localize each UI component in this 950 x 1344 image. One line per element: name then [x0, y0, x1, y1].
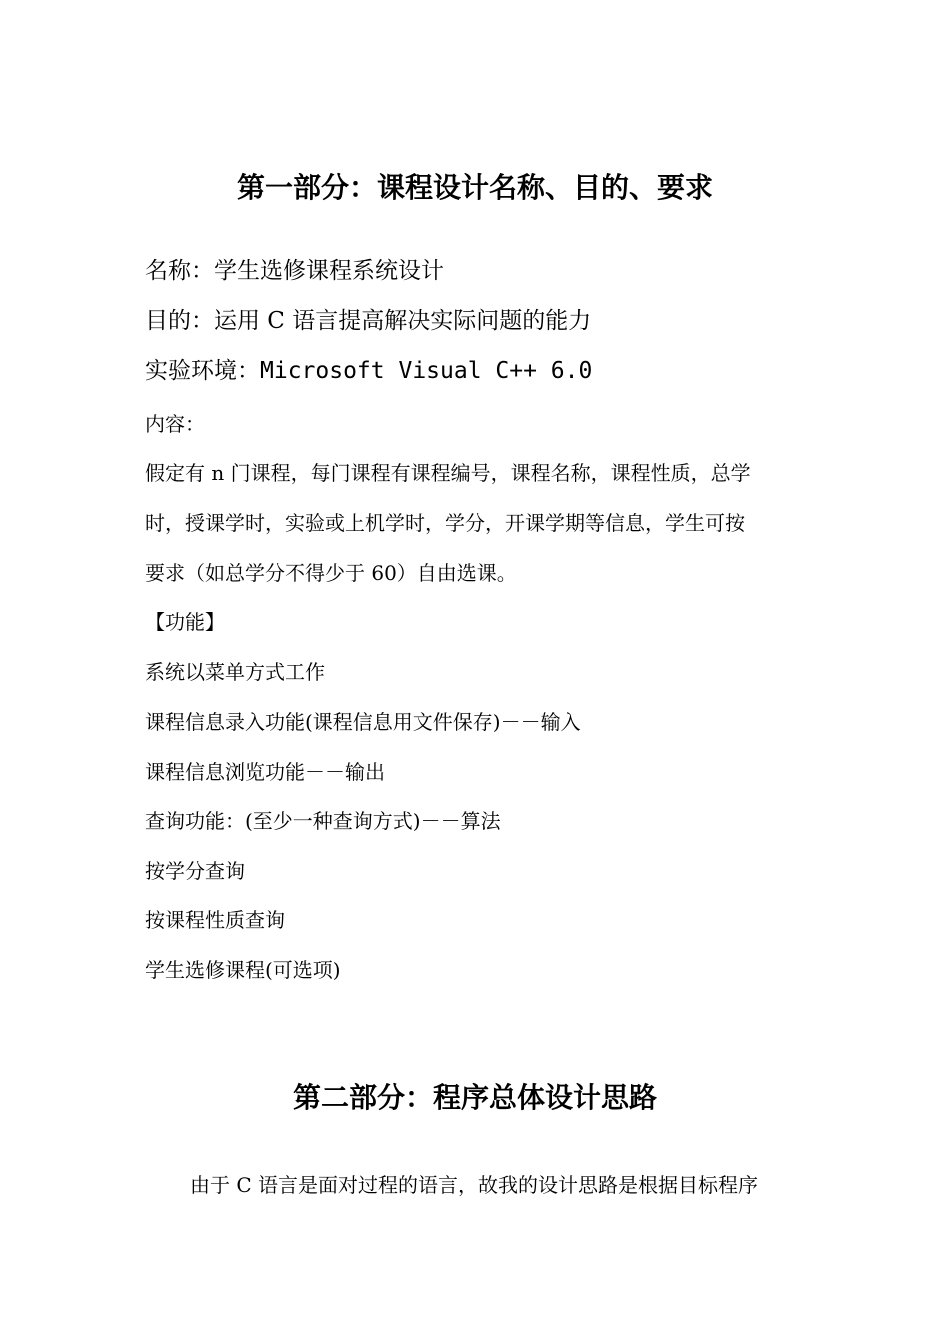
function-item: 学生选修课程(可选项) [145, 958, 341, 982]
function-item: 按学分查询 [145, 859, 245, 883]
function-item: 课程信息浏览功能－－输出 [145, 760, 385, 784]
name-line: 名称：学生选修课程系统设计 [145, 258, 444, 284]
function-label: 【功能】 [145, 610, 225, 634]
part2-heading: 第二部分：程序总体设计思路 [292, 1081, 657, 1114]
part1-heading: 第一部分：课程设计名称、目的、要求 [236, 171, 713, 204]
environment-value: Microsoft Visual C++ 6.0 [260, 358, 593, 384]
part2-paragraph-line: 由于 C 语言是面对过程的语言，故我的设计思路是根据目标程序 [190, 1173, 759, 1197]
environment-label: 实验环境： [145, 358, 260, 384]
function-item: 查询功能：(至少一种查询方式)－－算法 [145, 809, 501, 833]
function-item: 按课程性质查询 [145, 908, 285, 932]
environment-line [145, 356, 592, 386]
purpose-line: 目的：运用 C 语言提高解决实际问题的能力 [145, 308, 592, 334]
content-line: 时，授课学时，实验或上机学时，学分，开课学期等信息，学生可按 [145, 511, 745, 535]
content-label: 内容： [145, 412, 205, 436]
content-line: 要求（如总学分不得少于 60）自由选课。 [145, 561, 517, 585]
content-line: 假定有 n 门课程，每门课程有课程编号，课程名称，课程性质，总学 [145, 461, 751, 485]
function-item: 课程信息录入功能(课程信息用文件保存)－－输入 [145, 710, 581, 734]
function-item: 系统以菜单方式工作 [145, 660, 325, 684]
